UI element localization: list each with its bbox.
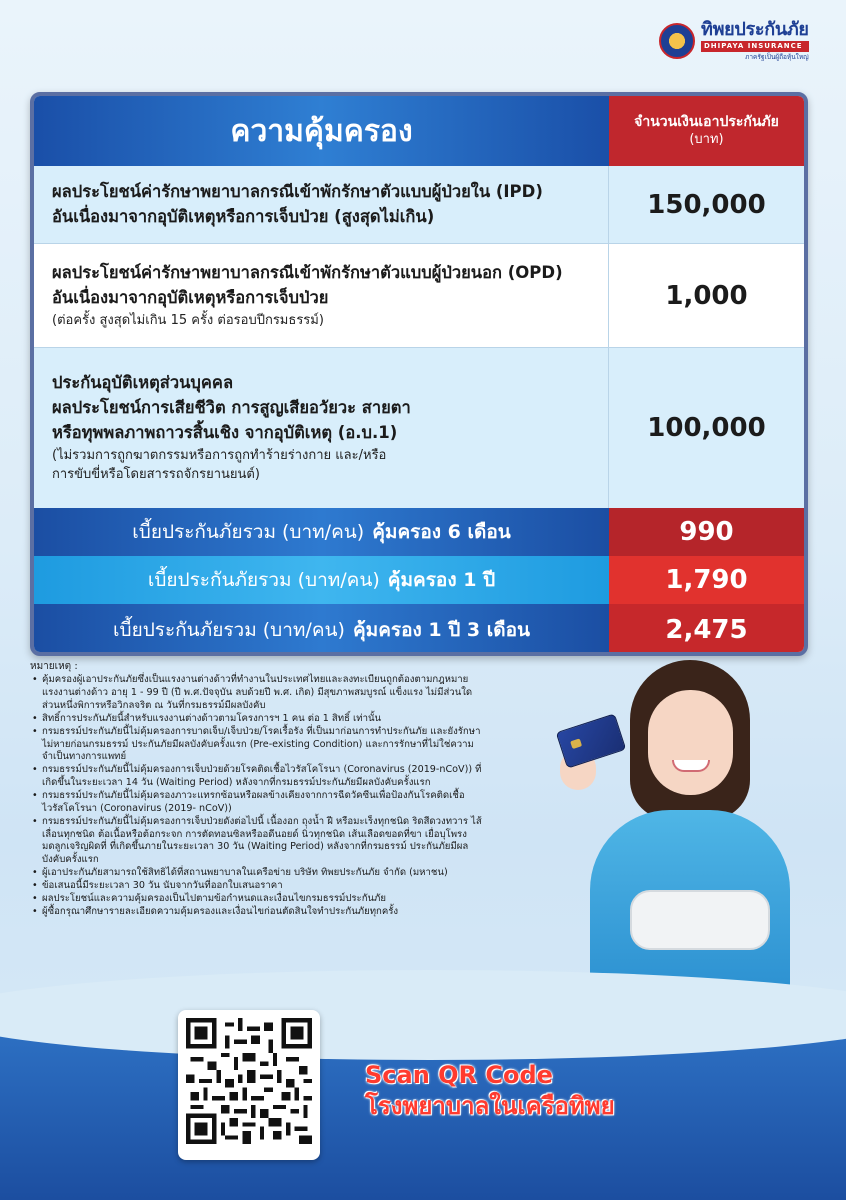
row-subline: (ต่อครั้ง สูงสุดไม่เกิน 15 ครั้ง ต่อรอบปีกรมธรรม์) <box>52 312 324 328</box>
row-line: ผลประโยชน์การเสียชีวิต การสูญเสียอวัยวะ สายตา <box>52 398 411 418</box>
notes-title: หมายเหตุ : <box>30 661 78 672</box>
row-subline: การขับขี่หรือโดยสารรถจักรยานยนต์) <box>52 467 260 483</box>
note-item: • กรมธรรม์ประกันภัยนี้ไม่คุ้มครองการเจ็บป่วยดังต่อไปนี้ เนื้องอก ถุงน้ำ ฝี หรือมะเร็งทุกชนิด ริดสีดวงทวาร ไส้เลื่อนทุกชนิด ต้อเนื้อหรือต้อกระจก การตัดทอนซิลหรืออดีนอยด์ นิ่วทุกชนิด เส้นเลือดขอดที่ขา เยื่อบุโพรงมดลูกเจริญผิดที่ ที่เกิดขึ้นภายในระยะเวลา 30 วัน (Waiting Period) หลังจากที่กรมธรรม์ ประกันภัยมีผลบังคับครั้งแรก <box>30 816 485 867</box>
brand-name-en: DHIPAYA INSURANCE <box>701 41 809 52</box>
arm-sling-icon <box>630 890 770 950</box>
note-item: • ผู้ซื้อกรุณาศึกษารายละเอียดความคุ้มครองและเงื่อนไขก่อนตัดสินใจทำประกันภัยทุกครั้ง <box>30 906 485 919</box>
row-subline: (ไม่รวมการถูกฆาตกรรมหรือการถูกทำร้ายร่างกาย และ/หรือ <box>52 447 387 463</box>
table-row-opd <box>34 244 804 348</box>
row-amount: 150,000 <box>647 189 766 220</box>
brand-name: ทิพยประกันภัย <box>701 19 809 41</box>
header-amount-line1: จำนวนเงินเอาประกันภัย <box>634 114 779 131</box>
premium-label <box>34 508 609 556</box>
scan-qr-subtitle: โรงพยาบาลในเครือทิพย <box>365 1092 615 1121</box>
note-item: • ผู้เอาประกันภัยสามารถใช้สิทธิได้ที่สถานพยาบาลในเครือข่าย บริษัท ทิพยประกันภัย จำกัด (มหาชน) <box>30 867 485 880</box>
brand-tagline: ภาครัฐเป็นผู้ถือหุ้นใหญ่ <box>745 53 809 62</box>
row-description <box>34 244 609 347</box>
note-item: • กรมธรรม์ประกันภัยนี้ไม่คุ้มครองภาวะแทรกซ้อนหรือผลข้างเคียงจากการฉีดวัคซีนเพื่อป้องกันโรคติดเชื้อ ไวรัสโคโรนา (Coronavirus (2019- nCoV)) <box>30 790 485 816</box>
row-amount: 1,000 <box>665 280 748 311</box>
model-photo <box>560 660 800 1000</box>
row-line: ผลประโยชน์ค่ารักษาพยาบาลกรณีเข้าพักรักษาตัวแบบผู้ป่วยใน (IPD) <box>52 181 543 201</box>
table-row-ipd <box>34 166 804 244</box>
premium-amount: 2,475 <box>609 604 804 656</box>
card-chip-icon <box>570 738 582 749</box>
table-header <box>34 96 804 166</box>
scan-qr-callout <box>365 1060 695 1122</box>
row-description <box>34 348 609 508</box>
header-amount-line2: (บาท) <box>689 131 724 147</box>
row-description <box>34 166 609 243</box>
premium-period: คุ้มครอง 1 ปี <box>387 569 496 591</box>
note-item: • กรมธรรม์ประกันภัยนี้ไม่คุ้มครองการเจ็บป่วยด้วยโรคติดเชื้อไวรัสโคโรนา (Coronavirus (2019-nCoV)) ที่เกิดขึ้นในระยะเวลา 14 วัน (Waiting Period) หลังจากที่กรมธรรม์ประกันภัยมีผลบังคับครั้งแรก <box>30 764 485 790</box>
scan-qr-title: Scan QR Code <box>365 1061 553 1089</box>
notes-section <box>30 660 485 918</box>
insurance-card-icon <box>556 713 627 768</box>
premium-label-text: เบี้ยประกันภัยรวม (บาท/คน) <box>113 619 345 641</box>
table-row-accident <box>34 348 804 508</box>
note-item: • ข้อเสนอนี้มีระยะเวลา 30 วัน นับจากวันที่ออกใบเสนอราคา <box>30 880 485 893</box>
premium-row-6-months <box>34 508 804 556</box>
premium-label-text: เบี้ยประกันภัยรวม (บาท/คน) <box>132 521 365 543</box>
premium-label <box>34 604 609 656</box>
row-amount: 100,000 <box>647 413 766 443</box>
premium-label-text: เบี้ยประกันภัยรวม (บาท/คน) <box>147 569 380 591</box>
premium-amount: 990 <box>609 508 804 556</box>
note-item: • สิทธิ์การประกันภัยนี้สำหรับแรงงานต่างด้าวตามโครงการฯ 1 คน ต่อ 1 สิทธิ์ เท่านั้น <box>30 713 485 726</box>
note-item: • คุ้มครองผู้เอาประกันภัยซึ่งเป็นแรงงานต่างด้าวที่ทำงานในประเทศไทยและลงทะเบียนถูกต้องตามกฎหมาย แรงงานต่างด้าว อายุ 1 - 99 ปี (ปี พ.ศ.ปัจจุบัน ลบด้วยปี พ.ศ. เกิด) มีสุขภาพสมบูรณ์ แข็งแรง ไม่มีส่วนใด ส่วนหนึ่งพิการหรือวิกลจริต ณ วันที่กรมธรรม์มีผลบังคับ <box>30 674 485 713</box>
row-line: ประกันอุบัติเหตุส่วนบุคคล <box>52 373 234 393</box>
premium-amount: 1,790 <box>609 556 804 604</box>
coverage-table <box>30 92 808 656</box>
header-coverage: ความคุ้มครอง <box>34 96 609 166</box>
row-line: อันเนื่องมาจากอุบัติเหตุหรือการเจ็บป่วย (สูงสุดไม่เกิน) <box>52 206 435 226</box>
premium-period: คุ้มครอง 6 เดือน <box>372 521 511 543</box>
qr-code[interactable] <box>178 1010 320 1160</box>
photo-smile <box>672 760 710 772</box>
premium-label <box>34 556 609 604</box>
note-item: • ผลประโยชน์และความคุ้มครองเป็นไปตามข้อกำหนดและเงื่อนไขกรมธรรม์ประกันภัย <box>30 893 485 906</box>
notes-list <box>30 674 485 918</box>
brand-header <box>659 18 824 64</box>
header-amount <box>609 96 804 166</box>
dhipaya-logo-icon <box>659 23 695 59</box>
row-line: ผลประโยชน์ค่ารักษาพยาบาลกรณีเข้าพักรักษาตัวแบบผู้ป่วยนอก (OPD) <box>52 263 563 282</box>
note-item: • กรมธรรม์ประกันภัยนี้ไม่คุ้มครองการบาดเจ็บ/เจ็บป่วย/โรคเรื้อรัง ที่เป็นมาก่อนการทำประกันภัย และยังรักษาไม่หายก่อนกรมธรรม์ ประกันภัยมีผลบังคับครั้งแรก (Pre-existing Condition) และการรักษาที่ไม่ใช่ความจำเป็นทางการแพทย์ <box>30 726 485 765</box>
brand-text <box>701 21 809 61</box>
premium-period: คุ้มครอง 1 ปี 3 เดือน <box>352 619 530 641</box>
premium-row-1-year <box>34 556 804 604</box>
qr-code-icon <box>186 1018 312 1144</box>
photo-face <box>648 690 733 795</box>
row-line: หรือทุพพลภาพถาวรสิ้นเชิง จากอุบัติเหตุ (อ.บ.1) <box>52 422 398 442</box>
premium-row-15-months <box>34 604 804 656</box>
row-line: อันเนื่องมาจากอุบัติเหตุหรือการเจ็บป่วย <box>52 287 329 307</box>
